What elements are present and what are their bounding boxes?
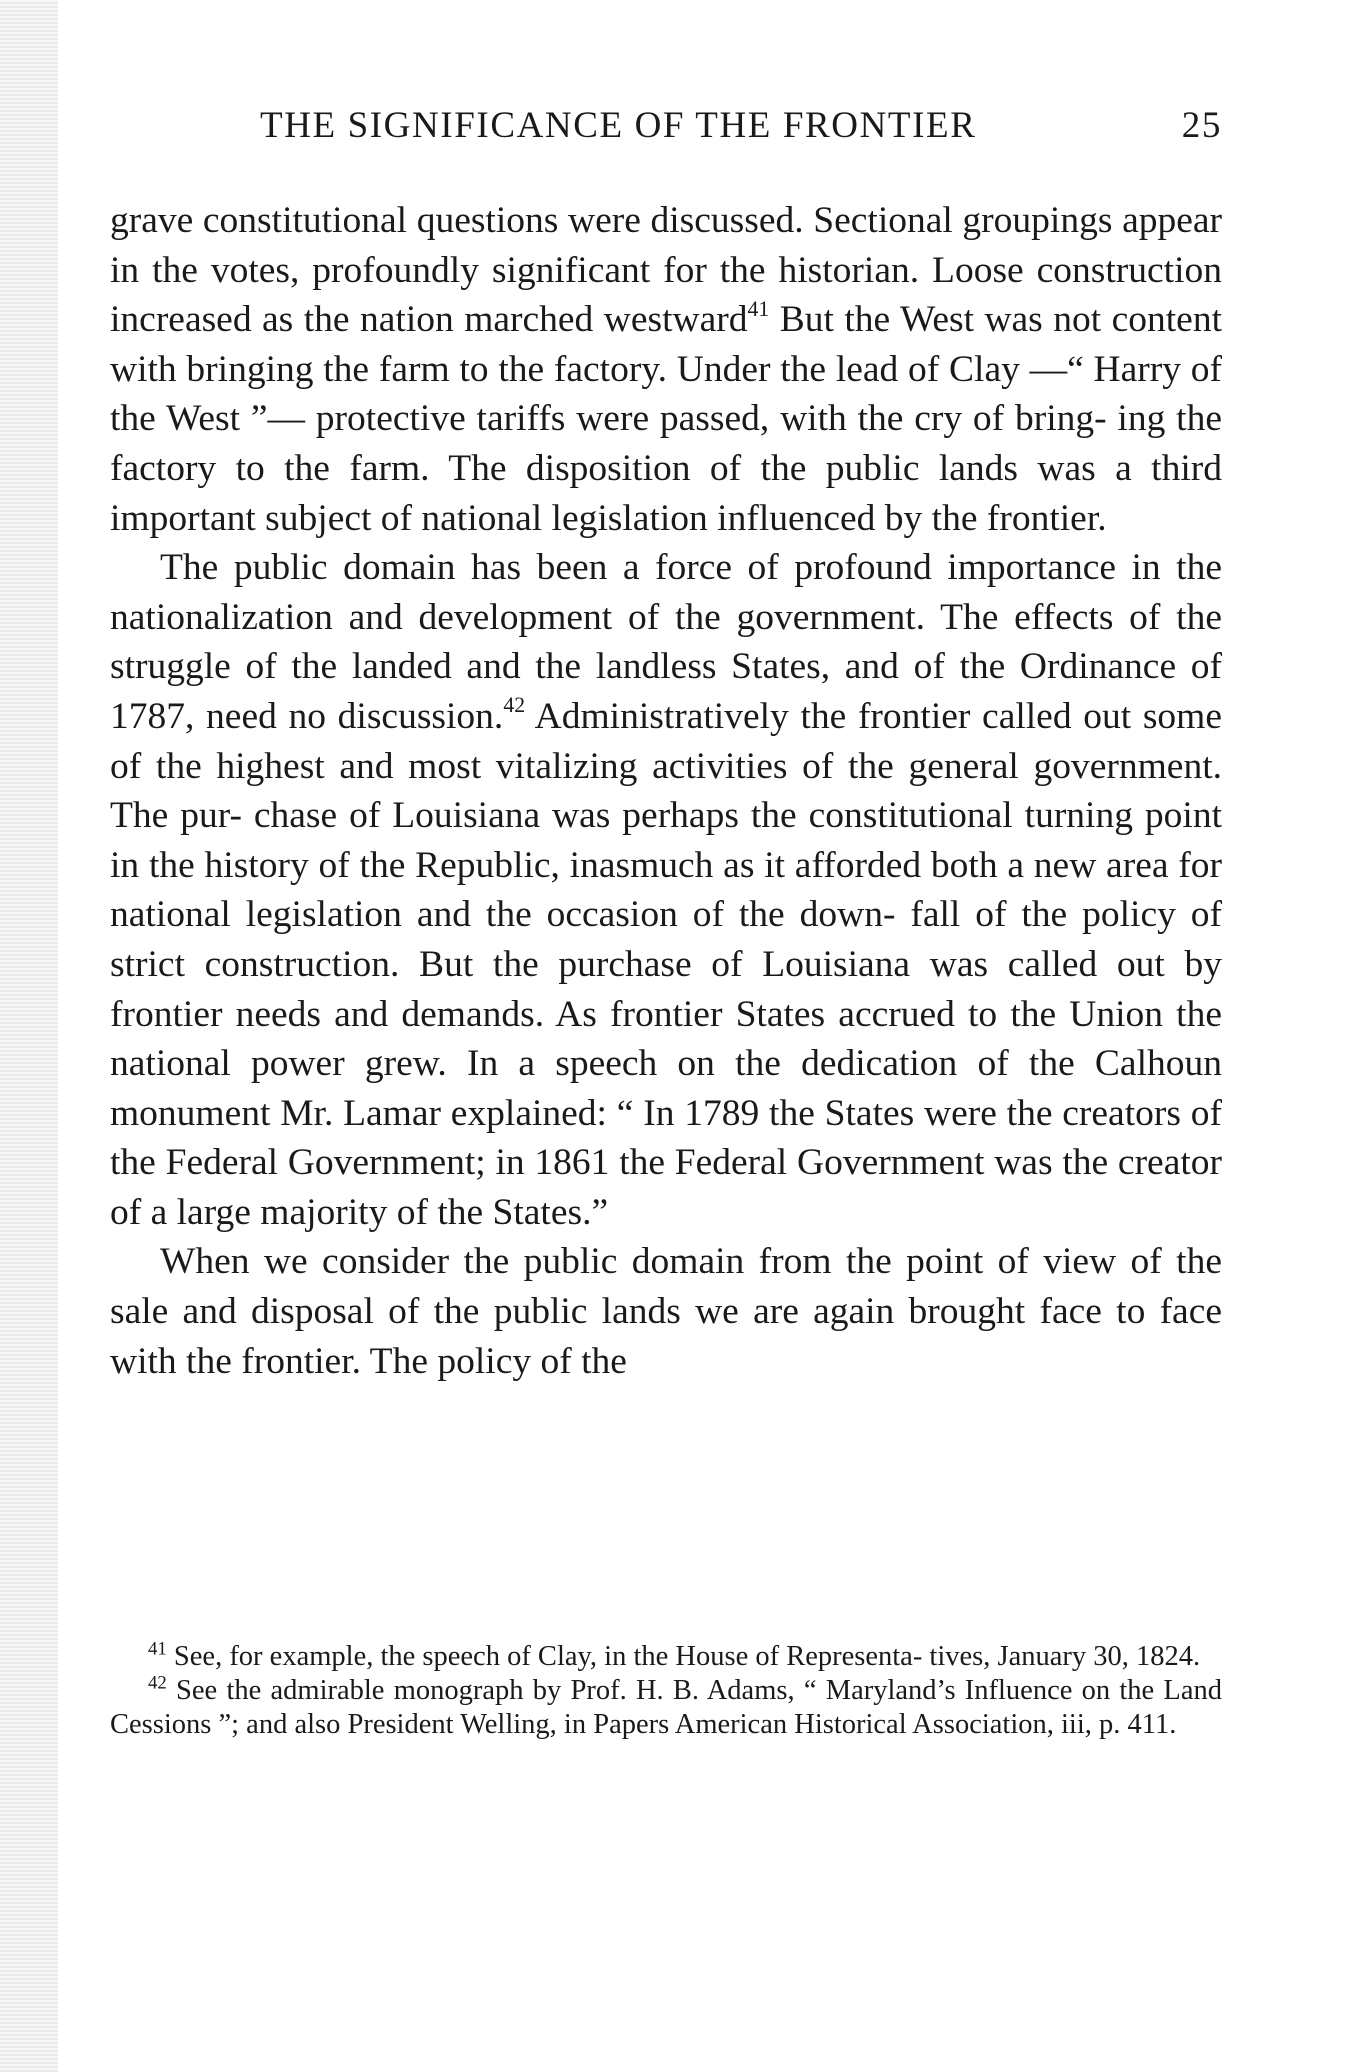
- paragraph-1-text-a: grave constitutional questions were discussed. Sectional groupings appear in the votes, profoundly significant for the historian. Loose construction increased as the nation marched westward: [110, 200, 1222, 341]
- footnote-ref-41: 41: [747, 296, 770, 321]
- running-title: THE SIGNIFICANCE OF THE FRONTIER: [260, 105, 977, 146]
- footnote-ref-42: 42: [503, 693, 526, 718]
- paragraph-1-text-b: But the West was not content with bringing the farm to the factory. Under the lead of Clay —“ Harry of the West ”— protective tariffs were passed, with the cry of bring- ing the factory to the farm. The disposition of the public lands was a third important subject of national legislation influenced by the frontier.: [110, 299, 1222, 539]
- footnote-mark-42: 42: [148, 1672, 167, 1694]
- paragraph-2-text-b: Administratively the frontier called out some of the highest and most vitalizing activities of the general government. The pur- chase of Louisiana was perhaps the constitutional turning point in the history of the Republic, inasmuch as it afforded both a new area for national legislation and the occasion of the down- fall of the policy of strict construction. But the purchase of Louisiana was called out by frontier needs and demands. As frontier States accrued to the Union the national power grew. In a speech on the dedication of the Calhoun monument Mr. Lamar explained: “ In 1789 the States were the creators of the Federal Government; in 1861 the Federal Government was the creator of a large majority of the States.”: [110, 695, 1222, 1233]
- footnote-41: [110, 1640, 1222, 1674]
- page-number: 25: [1181, 105, 1222, 146]
- paragraph-2-text-a: The public domain has been a force of profound importance in the nationalization and development of the government. The effects of the struggle of the landed and the landless States, and of the Ordinance of 1787, need no discussion.: [110, 547, 1222, 737]
- scan-margin-shadow: [0, 0, 58, 2072]
- paragraph-1: [110, 196, 1222, 543]
- footnote-41-text: See, for example, the speech of Clay, in the House of Representa- tives, January 30, 1824.: [166, 1641, 1201, 1672]
- body-text: [110, 196, 1222, 1386]
- paragraph-2: [110, 543, 1222, 1237]
- running-header: [110, 104, 1222, 147]
- footnote-42-text: See the admirable monograph by Prof. H. B. Adams, “ Maryland’s Influence on the Land Cessions ”; and also President Welling, in Papers American Historical Association, iii, p. 411.: [110, 1675, 1222, 1740]
- paragraph-3: When we consider the public domain from the point of view of the sale and disposal of the public lands we are again brought face to face with the frontier. The policy of the: [110, 1241, 1222, 1382]
- footnotes: [110, 1640, 1222, 1742]
- footnote-mark-41: 41: [148, 1638, 167, 1660]
- book-page: [110, 0, 1222, 2072]
- footnote-42: [110, 1674, 1222, 1742]
